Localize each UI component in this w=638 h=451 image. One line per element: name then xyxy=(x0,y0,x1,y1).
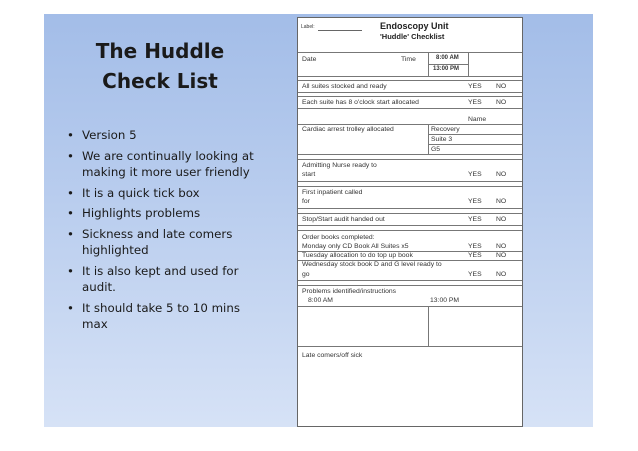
bullet-item: • Version 5 xyxy=(67,128,137,142)
no-label: NO xyxy=(496,271,507,278)
suite3-label: Suite 3 xyxy=(431,136,453,143)
admitting-nurse-label-1: Admitting Nurse ready to xyxy=(302,162,377,169)
label-line xyxy=(318,30,362,31)
no-label: NO xyxy=(496,216,507,223)
no-label: NO xyxy=(496,252,507,259)
late-comers-label: Late comers/off sick xyxy=(302,352,363,359)
label-label: Label: xyxy=(301,24,315,30)
first-inpatient-label-2: for xyxy=(302,198,310,205)
no-label: NO xyxy=(496,99,507,106)
bullet-item: • Sickness and late comers highlighted xyxy=(67,226,233,257)
bullet-item: • It is a quick tick box xyxy=(67,185,200,200)
problems-am: 8:00 AM xyxy=(308,297,333,304)
yes-label: YES xyxy=(468,83,482,90)
no-label: NO xyxy=(496,198,507,205)
time-pm: 13:00 PM xyxy=(433,66,460,72)
wednesday-label-2: go xyxy=(302,271,310,278)
admitting-nurse-label-2: start xyxy=(302,171,316,178)
suites-stocked-label: All suites stocked and ready xyxy=(302,83,387,90)
yes-label: YES xyxy=(468,252,482,259)
bullet-item: • It is also kept and used for audit. xyxy=(67,263,239,294)
time-label: Time xyxy=(401,56,416,63)
yes-label: YES xyxy=(468,243,482,250)
time-am: 8:00 AM xyxy=(436,55,459,61)
bullet-item: • It should take 5 to 10 mins max xyxy=(67,300,240,331)
yes-label: YES xyxy=(468,271,482,278)
yes-label: YES xyxy=(468,99,482,106)
problems-label: Problems identified/instructions xyxy=(302,288,397,295)
yes-label: YES xyxy=(468,198,482,205)
wednesday-label-1: Wednesday stock book D and G level ready to xyxy=(302,261,442,268)
monday-label: Monday only CD Book All Suites x5 xyxy=(302,243,409,250)
title-line-1: The Huddle xyxy=(95,39,225,63)
date-label: Date xyxy=(302,56,317,63)
no-label: NO xyxy=(496,243,507,250)
bullet-item: • We are continually looking at making it more user friendly xyxy=(67,148,254,179)
cardiac-arrest-label: Cardiac arrest trolley allocated xyxy=(302,126,394,133)
no-label: NO xyxy=(496,83,507,90)
g5-label: G5 xyxy=(431,146,441,153)
tuesday-label: Tuesday allocation to do top up book xyxy=(302,252,413,259)
unit-title: Endoscopy Unit xyxy=(380,21,449,31)
suite-allocated-label: Each suite has 8 o'clock start allocated xyxy=(302,99,419,106)
stop-start-label: Stop/Start audit handed out xyxy=(302,216,385,223)
yes-label: YES xyxy=(468,171,482,178)
huddle-checklist-form xyxy=(297,17,523,427)
problems-pm: 13:00 PM xyxy=(430,297,460,304)
order-books-label: Order books completed: xyxy=(302,234,375,241)
yes-label: YES xyxy=(468,216,482,223)
bullet-list xyxy=(67,127,262,337)
no-label: NO xyxy=(496,171,507,178)
name-header: Name xyxy=(468,116,487,123)
slide-title xyxy=(60,36,260,96)
checklist-title: 'Huddle' Checklist xyxy=(380,32,445,41)
bullet-item: • Highlights problems xyxy=(67,206,201,220)
recovery-label: Recovery xyxy=(431,126,460,133)
first-inpatient-label-1: First inpatient called xyxy=(302,189,363,196)
title-line-2: Check List xyxy=(102,69,218,93)
